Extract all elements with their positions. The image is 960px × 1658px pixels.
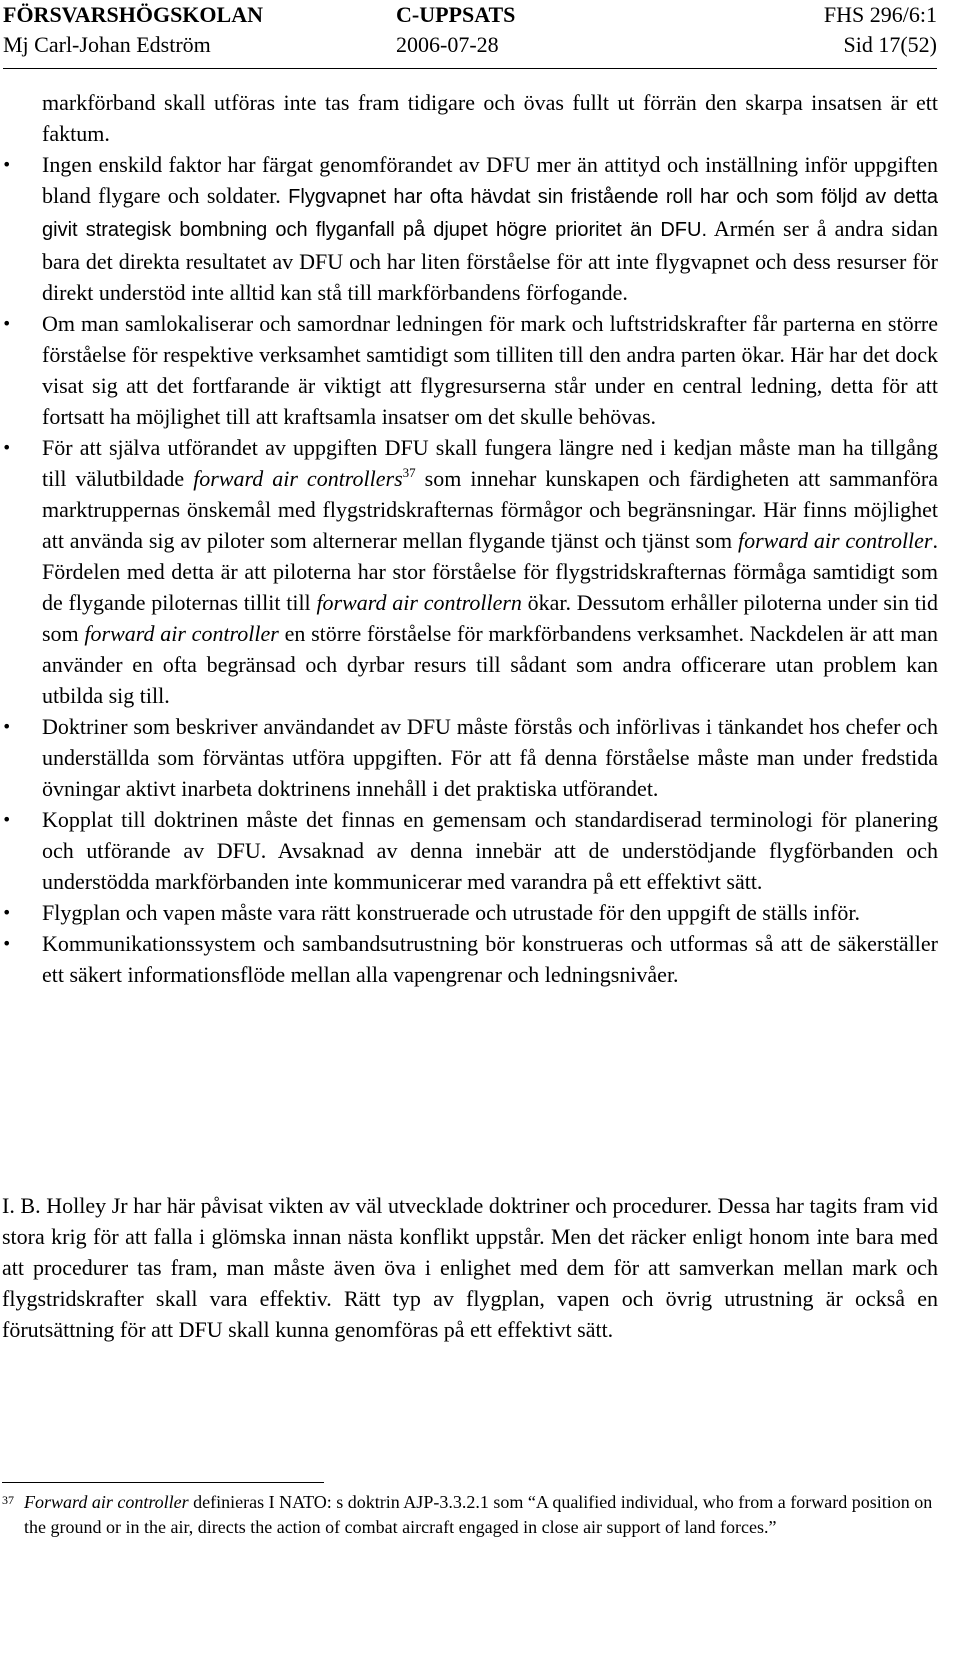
- header-rule: [3, 68, 937, 69]
- bullet-text: som innehar kunskapen och färdigheten att sammanföra marktruppernas önskemål med flygstridskrafternas förmågor och begränsningar. Här finns möjlighet att använda sig av piloter som alternerar mellan flygande tjänst och tjänst som: [42, 466, 938, 553]
- bullet-item: [2, 928, 938, 990]
- bullet-text: Flygplan och vapen måste vara rätt konstruerade och utrustade för den uppgift de ställs inför.: [42, 900, 861, 925]
- bullet-icon: •: [2, 903, 12, 922]
- bullet-continuation: markförband skall utföras inte tas fram tidigare och övas fullt ut förrän den skarpa insatsen är ett faktum.: [42, 90, 938, 146]
- body-paragraph: I. B. Holley Jr har här påvisat vikten av väl utvecklade doktriner och procedurer. Dessa har tagits fram vid stora krig för att falla i glömska innan nästa konflikt uppstår. Men det räcker enligt honom inte bara med att procedurer tas fram, man måste även öva i enlighet med dem för att samverkan mellan mark och flygstridskrafter skall vara effektiv. Rätt typ av flygplan, vapen och övrig utrustning är också en förutsättning för att DFU skall kunna genomföras på ett effektivt sätt.: [2, 1193, 938, 1342]
- footnote-body: [2, 1490, 938, 1540]
- bullet-icon: •: [2, 717, 12, 736]
- footnote-text: definieras I NATO: s doktrin AJP-3.3.2.1 som “A qualified individual, who from a forward position on the ground or in the air, directs the action of combat aircraft engaged in close air support of land forces.”: [24, 1492, 933, 1537]
- document-date: 2006-07-28: [396, 32, 499, 57]
- document-type: C-UPPSATS: [396, 2, 516, 27]
- header-row-2: [3, 30, 937, 60]
- footnote-reference: 37: [402, 465, 416, 480]
- bullet-text: För att själva utförandet av uppgiften DFU skall fungera längre ned i kedjan måste man ha tillgång till välutbildade: [42, 435, 938, 491]
- bullet-icon: •: [2, 155, 12, 174]
- bullet-text-sans: Flygvapnet har ofta hävdat sin fristående roll har och som följd av detta givit strategisk bombning och flyganfall på djupet högre prioritet än DFU.: [42, 186, 938, 241]
- bullet-icon: •: [2, 810, 12, 829]
- italic-term: forward air controller: [84, 621, 279, 646]
- bullet-list: [2, 87, 938, 990]
- bullet-item: [2, 308, 938, 432]
- bullet-item: [2, 149, 938, 308]
- footnote: [2, 1490, 938, 1540]
- document-number: FHS 296/6:1: [823, 2, 937, 27]
- page-number: Sid 17(52): [843, 32, 937, 57]
- bullet-text: Om man samlokaliserar och samordnar ledningen för mark och luftstridskrafter får parterna en större förståelse för respektive verksamhet samtidigt som tilliten till den andra parten ökar. Här har det dock visat sig att det fortfarande är viktigt att flygresurserna står under en central ledning, detta för att fortsatt ha möjlighet till att kraftsamla insatser om det skulle behövas.: [42, 311, 938, 429]
- italic-term: forward air controller: [737, 528, 933, 553]
- italic-term: forward air controllers: [193, 466, 403, 491]
- footnote-number: 37: [2, 1493, 14, 1507]
- bullet-item: [2, 432, 938, 711]
- page-header: [3, 0, 937, 60]
- bullet-text: Doktriner som beskriver användandet av DFU måste förstås och införlivas i tänkandet hos chefer och underställda som förväntas utföra uppgiften. För att få denna förståelse måste man under fredstida övningar aktivt inarbeta doktrinens innehåll i det praktiska utförandet.: [42, 714, 938, 801]
- author-name: Mj Carl-Johan Edström: [3, 32, 211, 57]
- bullet-text: Ingen enskild faktor har färgat genomförandet av DFU mer än attityd och inställning inför uppgiften bland flygare och soldater.: [42, 152, 938, 208]
- school-name: FÖRSVARSHÖGSKOLAN: [3, 2, 263, 27]
- bullet-item: [2, 804, 938, 897]
- bullet-icon: •: [2, 934, 12, 953]
- bullet-text: Kopplat till doktrinen måste det finnas en gemensam och standardiserad terminologi för planering och utförande av DFU. Avsaknad av denna innebär att de understödjande flygförbanden och understödda markförbanden inte kommunicerar med varandra på ett effektivt sätt.: [42, 807, 938, 894]
- bullet-text: Kommunikationssystem och sambandsutrustning bör konstrueras och utformas så att de säkerställer ett säkert informationsflöde mellan alla vapengrenar och ledningsnivåer.: [42, 931, 938, 987]
- header-row-1: [3, 0, 937, 30]
- bullet-item: [2, 897, 938, 928]
- footnote-separator: [2, 1482, 324, 1483]
- bullet-text: Armén ser å andra sidan bara det direkta resultatet av DFU och har liten förståelse för att inte flygvapnet och dess resurser för direkt understöd inte alltid kan stå till markförbandens förfogande.: [42, 216, 938, 305]
- bullet-icon: •: [2, 438, 12, 457]
- bullet-icon: •: [2, 314, 12, 333]
- italic-term: forward air controllern: [316, 590, 522, 615]
- bullet-text: . Fördelen med detta är att piloterna har stor förståelse för flygstridskrafternas förmåga samtidigt som de flygande piloternas tillit till: [42, 528, 938, 615]
- bullet-text: en större förståelse för markförbandens verksamhet. Nackdelen är att man använder en ofta begränsad och dyrbar resurs till sådant som andra officerare utan problem kan utbilda sig till.: [42, 621, 938, 708]
- footnote-term: Forward air controller: [24, 1492, 189, 1512]
- bullet-text: ökar. Dessutom erhåller piloterna under sin tid som: [42, 590, 938, 646]
- bullet-item: [2, 711, 938, 804]
